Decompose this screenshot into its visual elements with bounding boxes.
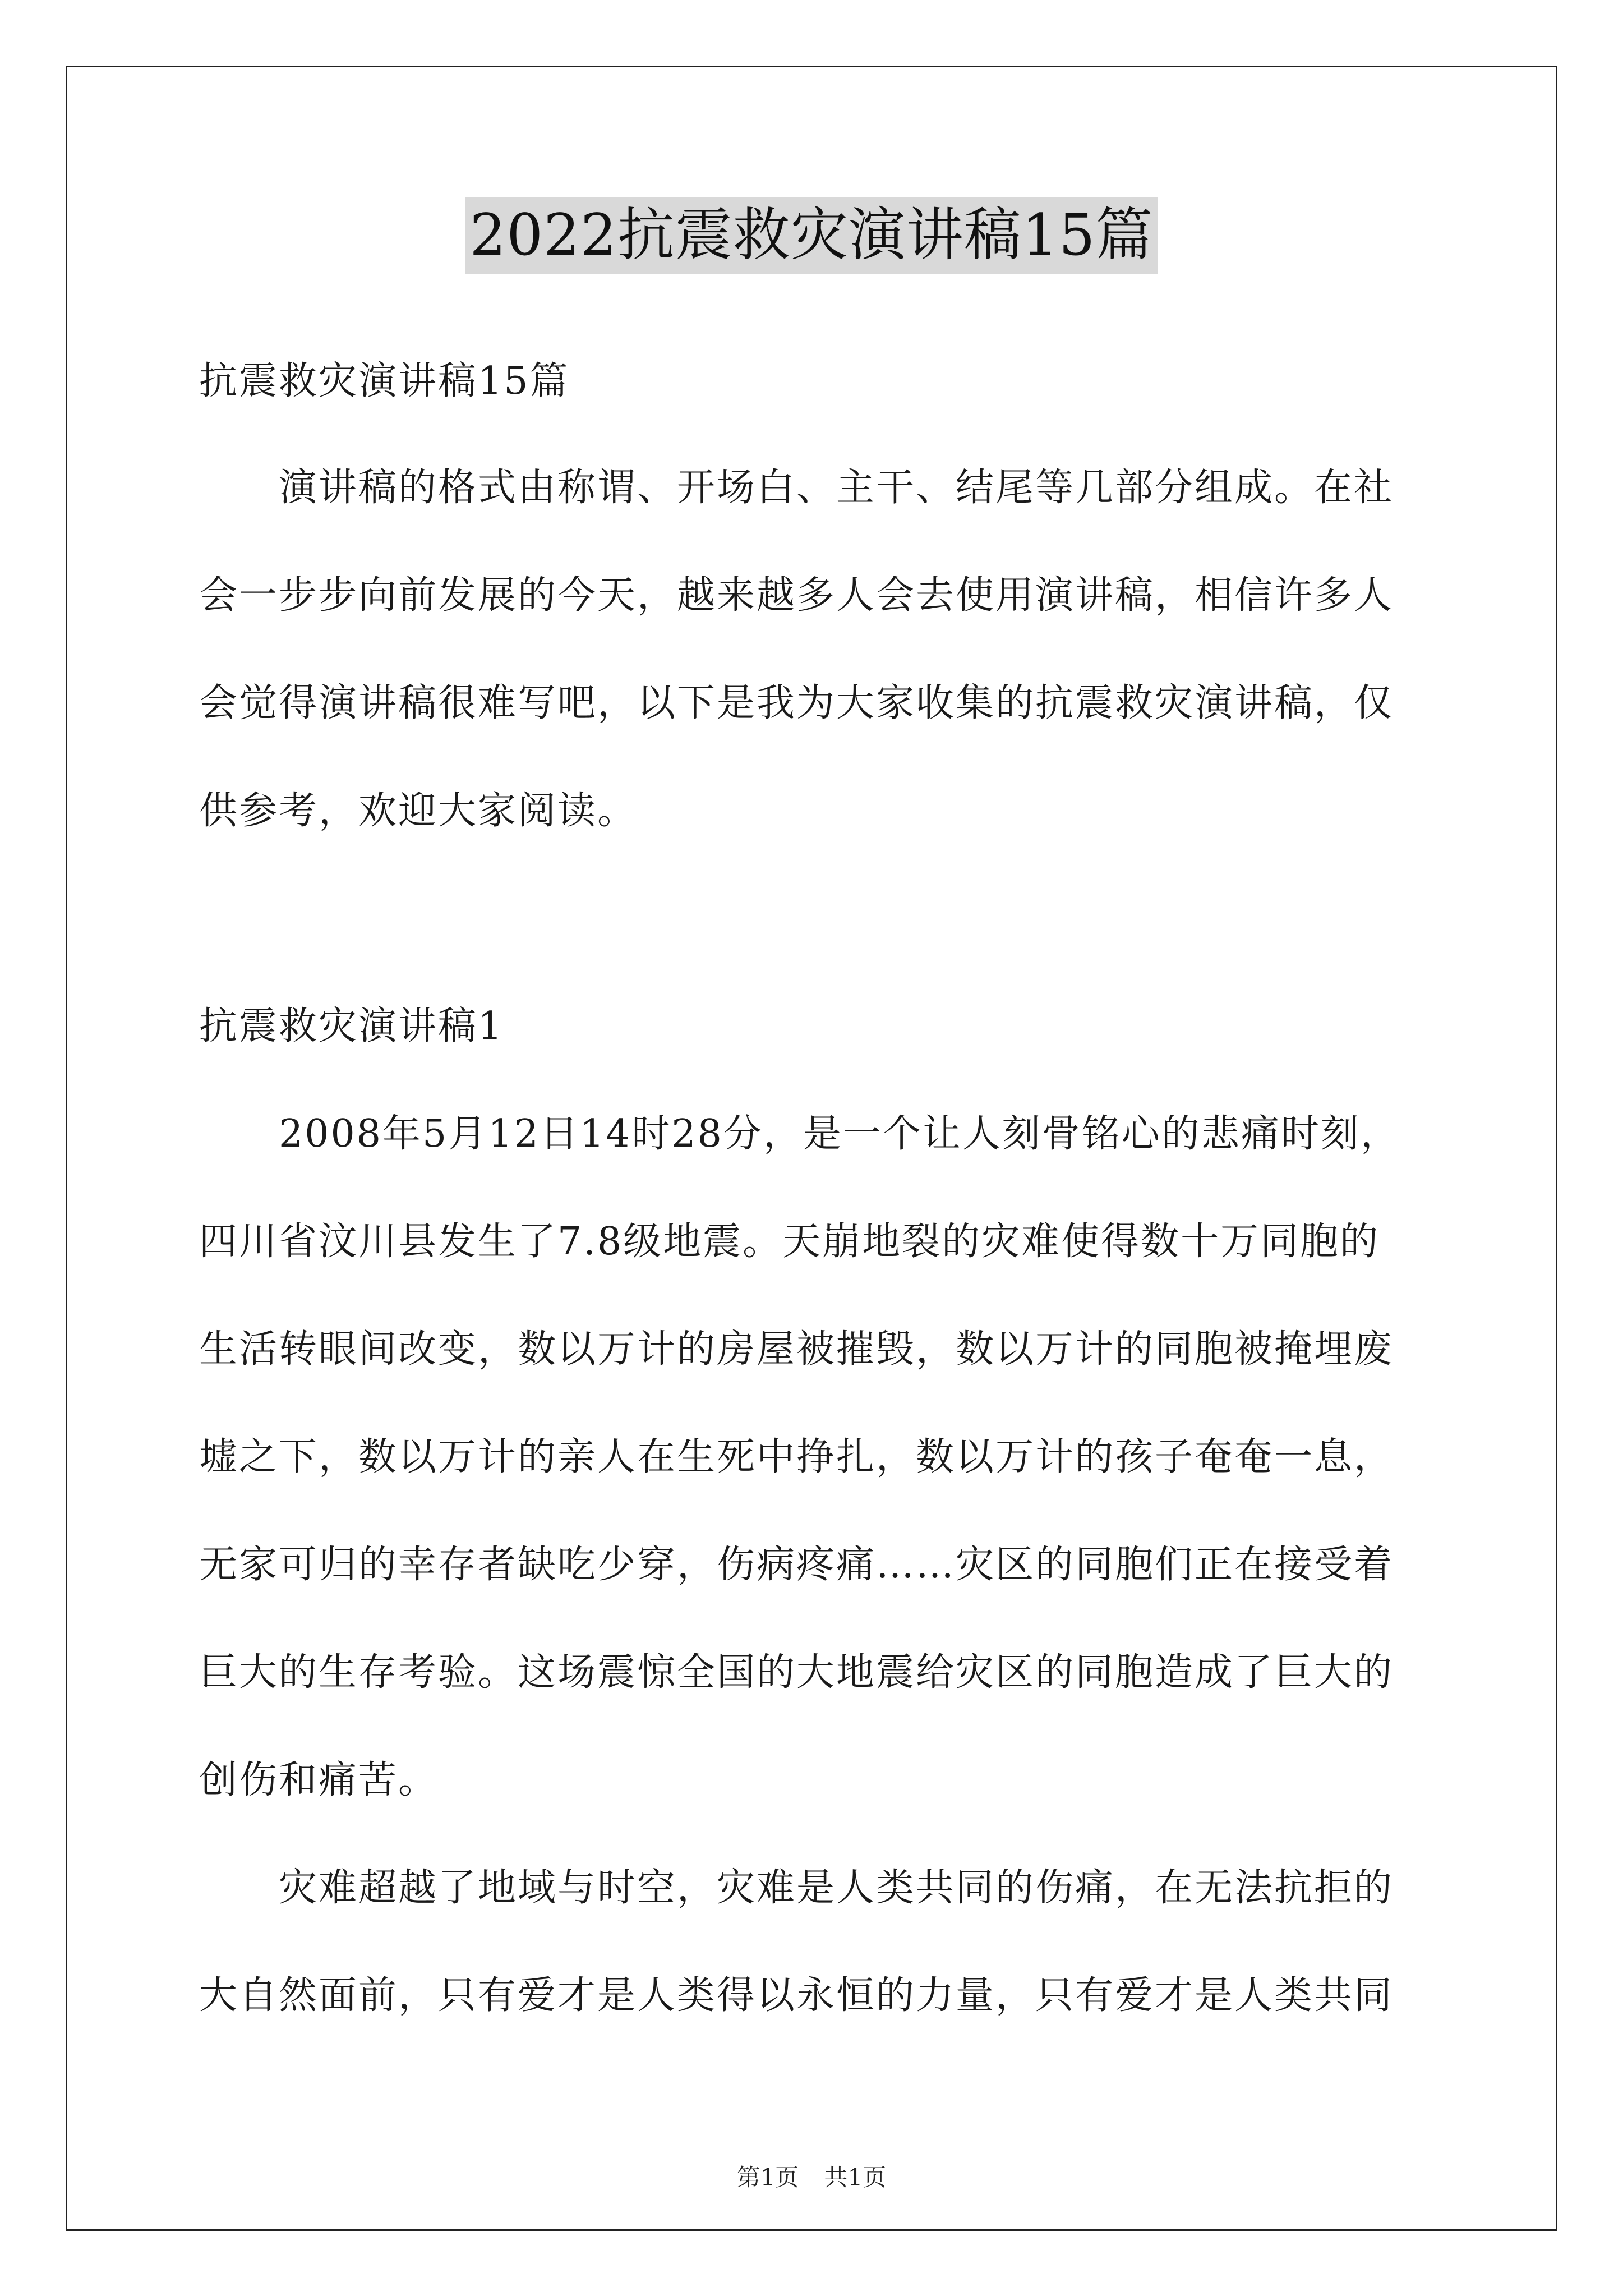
subtitle: 抗震救灾演讲稿15篇 <box>199 359 570 403</box>
paragraph-line: 无家可归的幸存者缺吃少穿，伤病疼痛……灾区的同胞们正在接受着 <box>199 1543 1394 1587</box>
page-number: 第1页 <box>736 2164 799 2191</box>
section-heading: 抗震救灾演讲稿1 <box>199 1004 504 1048</box>
paragraph-line: 创伤和痛苦。 <box>199 1758 439 1802</box>
paragraph-line: 四川省汶川县发生了7.8级地震。天崩地裂的灾难使得数十万同胞的 <box>199 1220 1380 1264</box>
page-footer <box>0 2161 1623 2194</box>
paragraph-line: 墟之下，数以万计的亲人在生死中挣扎，数以万计的孩子奄奄一息， <box>199 1435 1394 1479</box>
paragraph-line: 生活转眼间改变，数以万计的房屋被摧毁，数以万计的同胞被掩埋废 <box>199 1327 1394 1372</box>
document-title: 2022抗震救灾演讲稿15篇 <box>465 197 1158 274</box>
paragraph-line: 大自然面前，只有爱才是人类得以永恒的力量，只有爱才是人类共同 <box>199 1973 1394 2018</box>
paragraph-line: 巨大的生存考验。这场震惊全国的大地震给灾区的同胞造成了巨大的 <box>199 1650 1394 1695</box>
paragraph-line: 2008年5月12日14时28分，是一个让人刻骨铭心的悲痛时刻， <box>279 1112 1400 1156</box>
intro-line: 演讲稿的格式由称谓、开场白、主干、结尾等几部分组成。在社 <box>279 466 1394 510</box>
intro-line: 会觉得演讲稿很难写吧，以下是我为大家收集的抗震救灾演讲稿，仅 <box>199 681 1394 725</box>
paragraph-line: 灾难超越了地域与时空，灾难是人类共同的伤痛，在无法抗拒的 <box>279 1866 1394 1910</box>
title-block <box>0 197 1623 274</box>
page-total: 共1页 <box>824 2164 887 2191</box>
intro-line: 会一步步向前发展的今天，越来越多人会去使用演讲稿，相信许多人 <box>199 573 1394 618</box>
intro-line: 供参考，欢迎大家阅读。 <box>199 789 638 833</box>
